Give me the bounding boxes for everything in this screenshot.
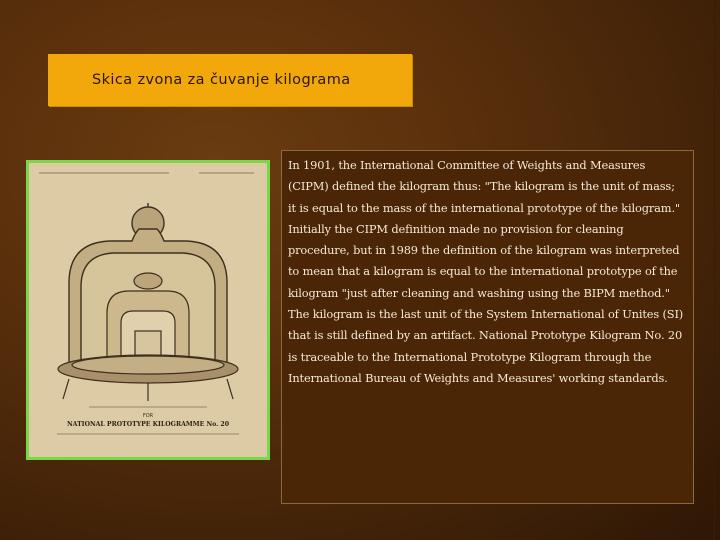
text-panel xyxy=(281,150,694,504)
kilogram-bell-engraving xyxy=(26,160,270,460)
title-box xyxy=(48,54,412,106)
engraving-caption: NATIONAL PROTOTYPE KILOGRAMME No. 20 xyxy=(66,421,230,428)
bell-jar-illustration xyxy=(29,163,267,457)
decor-line-vertical xyxy=(714,0,715,540)
body-text: In 1901, the International Committee of Weights and Measures (CIPM) defined the kilogram thus: "The kilogram is the unit of mass; it is equal to the mass of the international prototype of the kilogram." Initially the CIPM definition made no provision for cleaning procedure, but in 1989 the definition of the kilogram was interpreted to mean that a kilogram is equal to the international prototype of the kilogram "just after cleaning and washing using the BIPM method." The kilogram is the last unit of the System International of Unites (SI) that is still defined by an artifact. National Prototype Kilogram No. 20 is traceable to the International Prototype Kilogram through the International Bureau of Weights and Measures' working standards. xyxy=(288,158,684,385)
engraving-caption-prefix: FOR xyxy=(142,413,154,419)
slide-title: Skica zvona za čuvanje kilograma xyxy=(92,72,351,88)
